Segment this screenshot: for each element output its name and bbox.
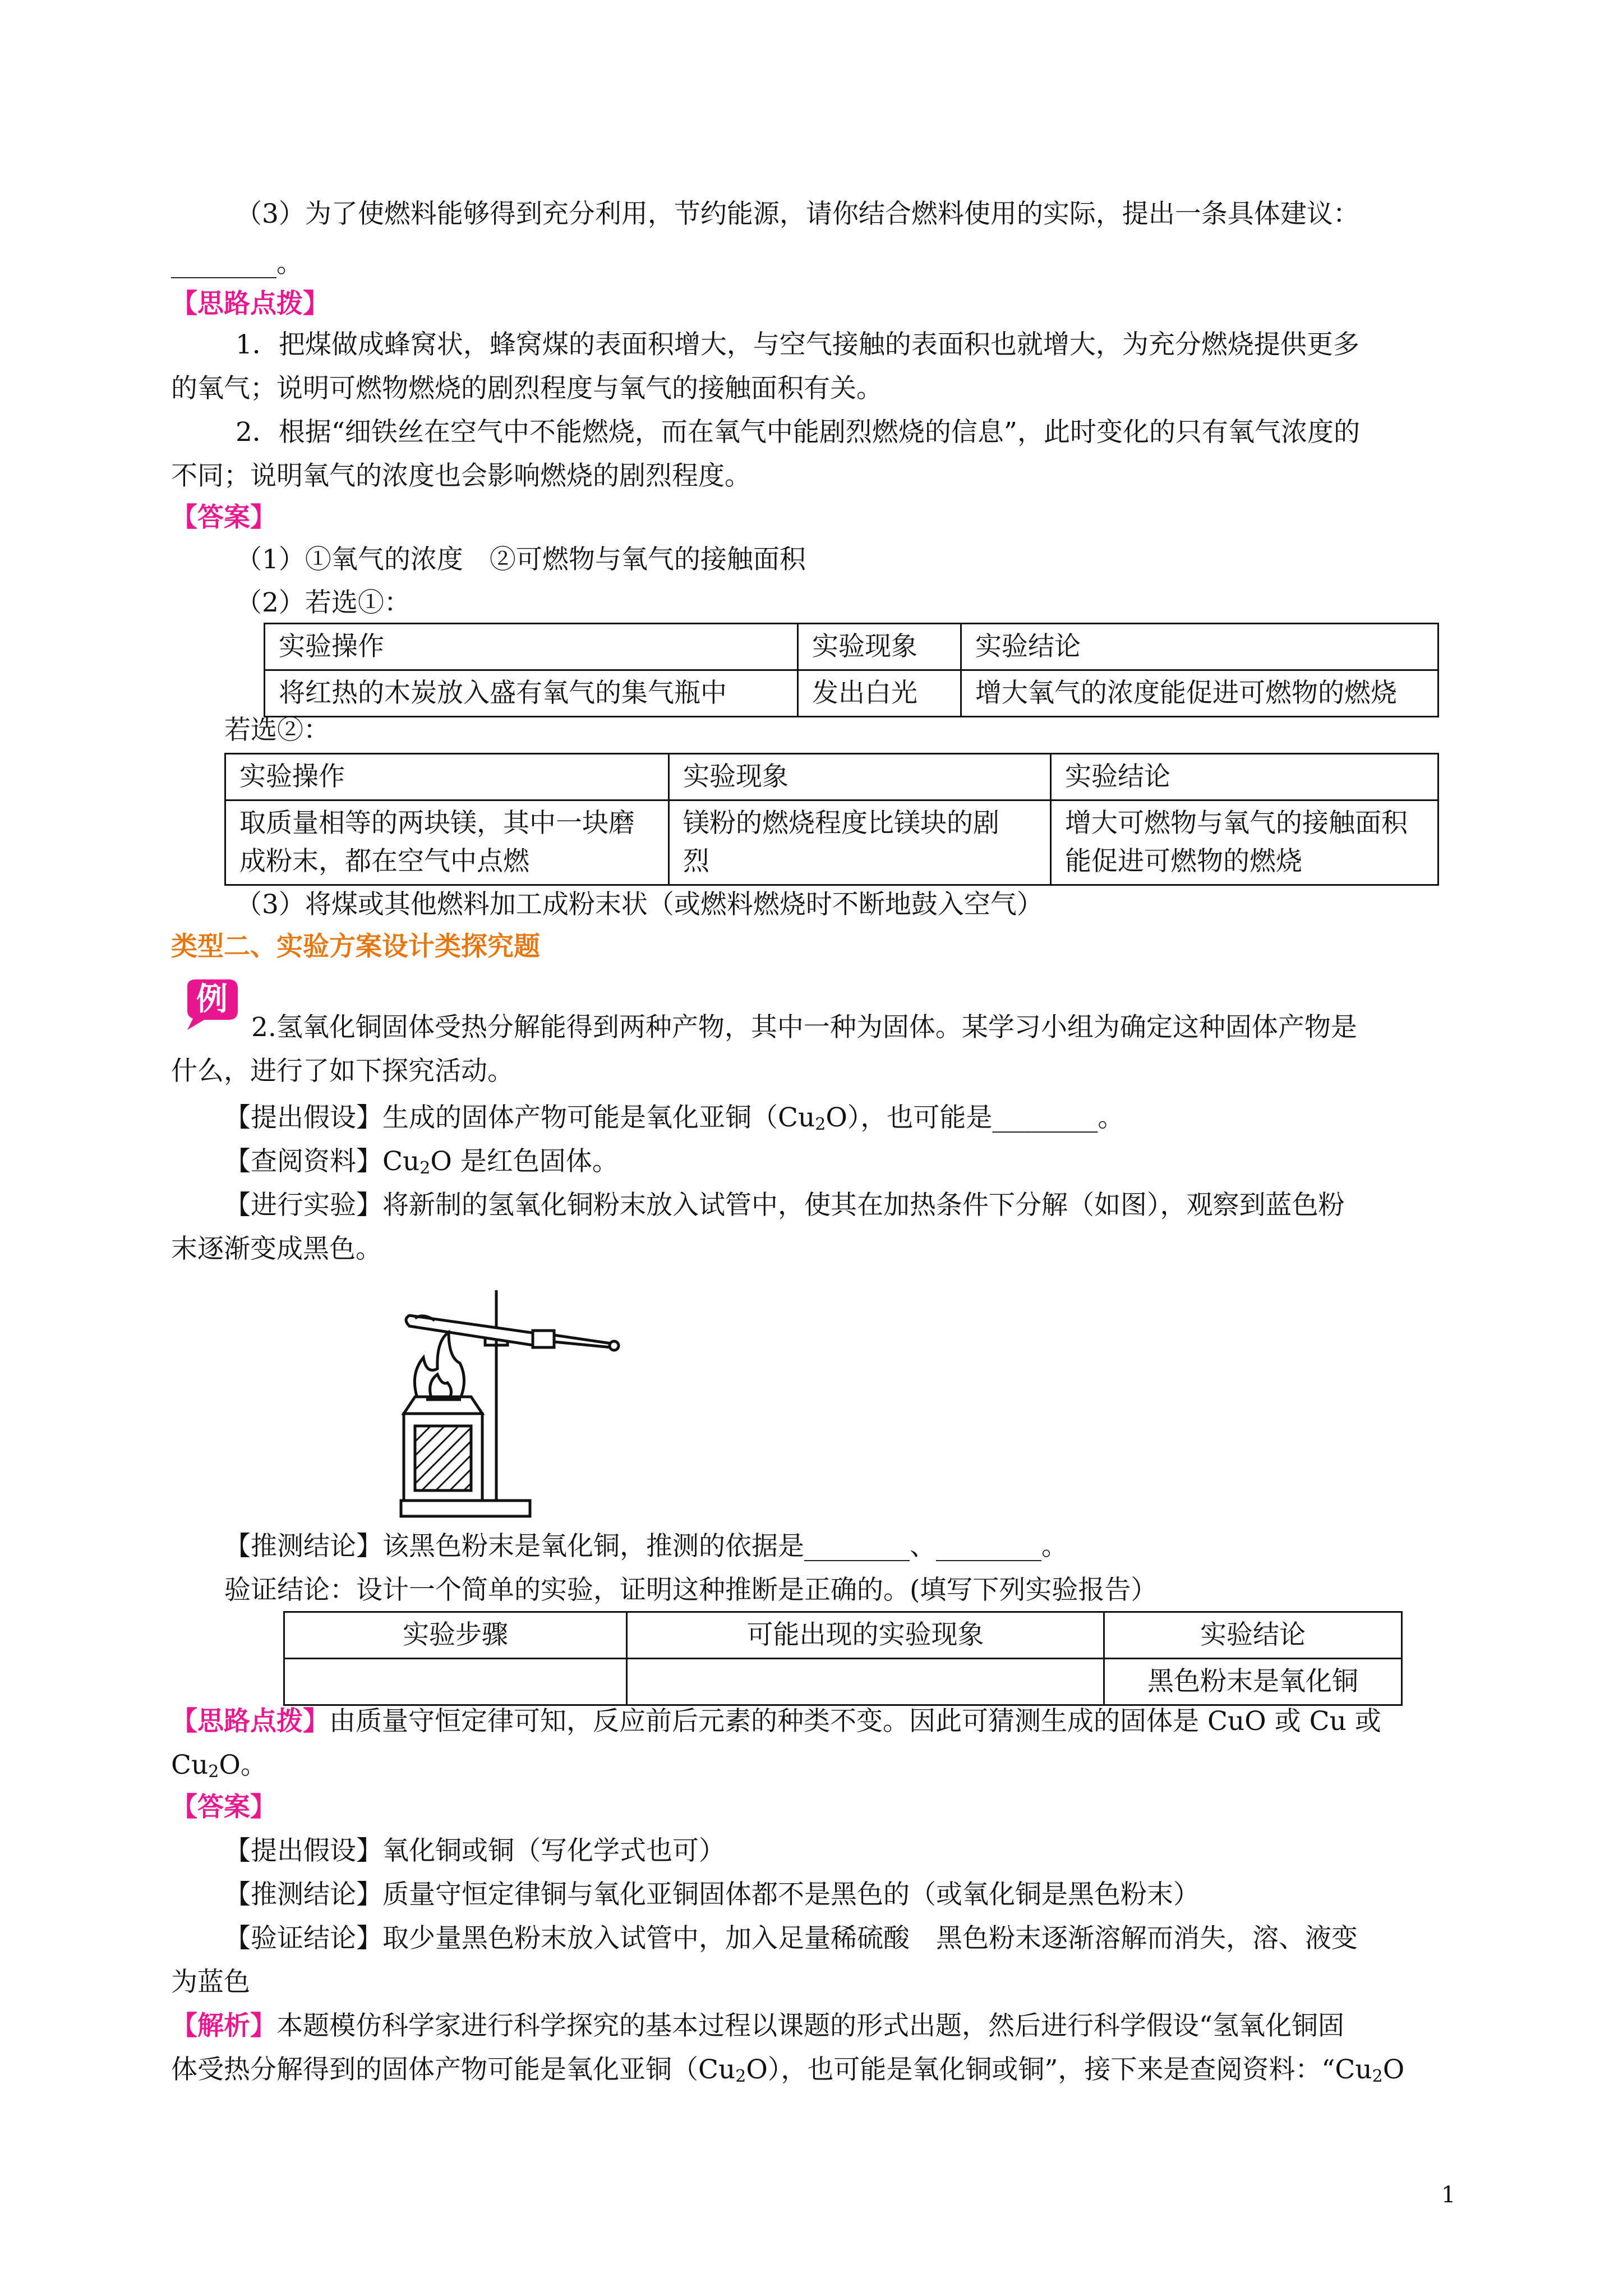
table-header-cell: 实验现象 bbox=[669, 754, 1051, 800]
table-row bbox=[225, 754, 1438, 800]
experiment-table-1 bbox=[264, 623, 1439, 717]
hint-paragraph-1a: 1．把煤做成蜂窝状，蜂窝煤的表面积增大，与空气接触的表面积也就增大，为充分燃烧提供更多 bbox=[236, 329, 1359, 360]
table-cell: 取质量相等的两块镁，其中一块磨 成粉末，都在空气中点燃 bbox=[225, 800, 669, 885]
table-cell: 增大可燃物与氧气的接触面积 能促进可燃物的燃烧 bbox=[1051, 800, 1438, 885]
answer-3-line: （3）将煤或其他燃料加工成粉末状（或燃料燃烧时不断地鼓入空气） bbox=[236, 889, 1043, 920]
table-row bbox=[265, 624, 1438, 670]
answer-2-tag: 【答案】 bbox=[171, 1792, 276, 1823]
question-3-blank: ________。 bbox=[171, 248, 303, 279]
answer-2-inference: 【推测结论】质量守恒定律铜与氧化亚铜固体都不是黑色的（或氧化铜是黑色粉末） bbox=[224, 1879, 1200, 1910]
table-cell: 黑色粉末是氧化铜 bbox=[1104, 1659, 1402, 1705]
table-row bbox=[225, 800, 1438, 885]
table-row bbox=[284, 1659, 1402, 1705]
answer-tag: 【答案】 bbox=[171, 502, 276, 533]
hint-paragraph-2b: 不同；说明氧气的浓度也会影响燃烧的剧烈程度。 bbox=[171, 461, 751, 491]
table-header-cell: 可能出现的实验现象 bbox=[627, 1612, 1104, 1659]
hint-2-line-b: $Cu_2O$。 bbox=[171, 1750, 267, 1782]
section-heading: 类型二、实验方案设计类探究题 bbox=[171, 931, 540, 962]
table-header-cell: 实验结论 bbox=[1104, 1612, 1402, 1659]
reference-line: 【查阅资料】$Cu_2O$ 是红色固体。 bbox=[224, 1146, 619, 1178]
answer-2-verify-a: 【验证结论】取少量黑色粉末放入试管中，加入足量稀硫酸 黑色粉末逐渐溶解而消失，溶、液变 bbox=[224, 1923, 1358, 1954]
example-badge-icon bbox=[179, 976, 241, 1032]
hypothesis-line: 【提出假设】生成的固体产物可能是氧化亚铜$(Cu_2O)$，也可能是________。 bbox=[224, 1102, 1124, 1134]
table-header-cell: 实验现象 bbox=[798, 624, 961, 670]
hint-paragraph-1b: 的氧气；说明可燃物燃烧的剧烈程度与氧气的接触面积有关。 bbox=[171, 373, 883, 404]
verify-line: 验证结论：设计一个简单的实验，证明这种推断是正确的。(填写下列实验报告） bbox=[224, 1575, 1158, 1605]
heating-apparatus-illustration bbox=[393, 1279, 628, 1520]
table-cell bbox=[627, 1659, 1104, 1705]
question-3-text: （3）为了使燃料能够得到充分利用，节约能源，请你结合燃料使用的实际，提出一条具体建议： bbox=[236, 199, 1359, 229]
table-cell bbox=[284, 1659, 627, 1705]
example-2-text-a: 2.氢氧化铜固体受热分解能得到两种产物，其中一种为固体。某学习小组为确定这种固体产物是 bbox=[251, 1012, 1357, 1043]
answer-1-line: （1）①氧气的浓度 ②可燃物与氧气的接触面积 bbox=[236, 544, 806, 575]
analysis-line-b: 体受热分解得到的固体产物可能是氧化亚铜$(Cu_2O)$，也可能是氧化铜或铜”，接下来是查阅资料：“$Cu_2O$ bbox=[171, 2054, 1405, 2086]
experiment-line-a: 【进行实验】将新制的氢氧化铜粉末放入试管中，使其在加热条件下分解（如图），观察到蓝色粉 bbox=[224, 1190, 1345, 1221]
answer-select-2-line: 若选②： bbox=[224, 715, 330, 746]
answer-2-line: （2）若选①： bbox=[236, 587, 411, 618]
table-header-cell: 实验结论 bbox=[961, 624, 1438, 670]
table-header-cell: 实验操作 bbox=[225, 754, 669, 800]
experiment-line-b: 末逐渐变成黑色。 bbox=[171, 1234, 382, 1264]
table-cell: 将红热的木炭放入盛有氧气的集气瓶中 bbox=[265, 670, 798, 717]
answer-2-verify-b: 为蓝色 bbox=[171, 1967, 250, 1998]
inference-line: 【推测结论】该黑色粉末是氧化铜，推测的依据是________、________。 bbox=[224, 1531, 1068, 1562]
hint-paragraph-2a: 2．根据“细铁丝在空气中不能燃烧，而在氧气中能剧烈燃烧的信息”，此时变化的只有氧气浓度的 bbox=[236, 417, 1360, 448]
table-cell: 发出白光 bbox=[798, 670, 961, 717]
analysis-line-a: 【解析】本题模仿科学家进行科学探究的基本过程以课题的形式出题，然后进行科学假设“氢氧化铜固 bbox=[171, 2010, 1345, 2041]
table-cell: 镁粉的燃烧程度比镁块的剧 烈 bbox=[669, 800, 1051, 885]
table-row bbox=[284, 1612, 1402, 1659]
answer-2-hypothesis: 【提出假设】氧化铜或铜（写化学式也可） bbox=[224, 1835, 725, 1866]
svg-text:例: 例 bbox=[196, 981, 228, 1018]
experiment-table-2 bbox=[224, 753, 1439, 886]
table-header-cell: 实验步骤 bbox=[284, 1612, 627, 1659]
example-2-text-b: 什么，进行了如下探究活动。 bbox=[171, 1056, 514, 1087]
table-cell: 增大氧气的浓度能促进可燃物的燃烧 bbox=[961, 670, 1438, 717]
hint-2-line-a: 【思路点拨】由质量守恒定律可知，反应前后元素的种类不变。因此可猜测生成的固体是 CuO 或 Cu 或 bbox=[171, 1706, 1381, 1737]
page-number: 1 bbox=[1441, 2182, 1456, 2208]
experiment-report-table bbox=[283, 1611, 1403, 1706]
table-header-cell: 实验操作 bbox=[265, 624, 798, 670]
hint-tag: 【思路点拨】 bbox=[171, 288, 329, 319]
table-row bbox=[265, 670, 1438, 717]
table-header-cell: 实验结论 bbox=[1051, 754, 1438, 800]
